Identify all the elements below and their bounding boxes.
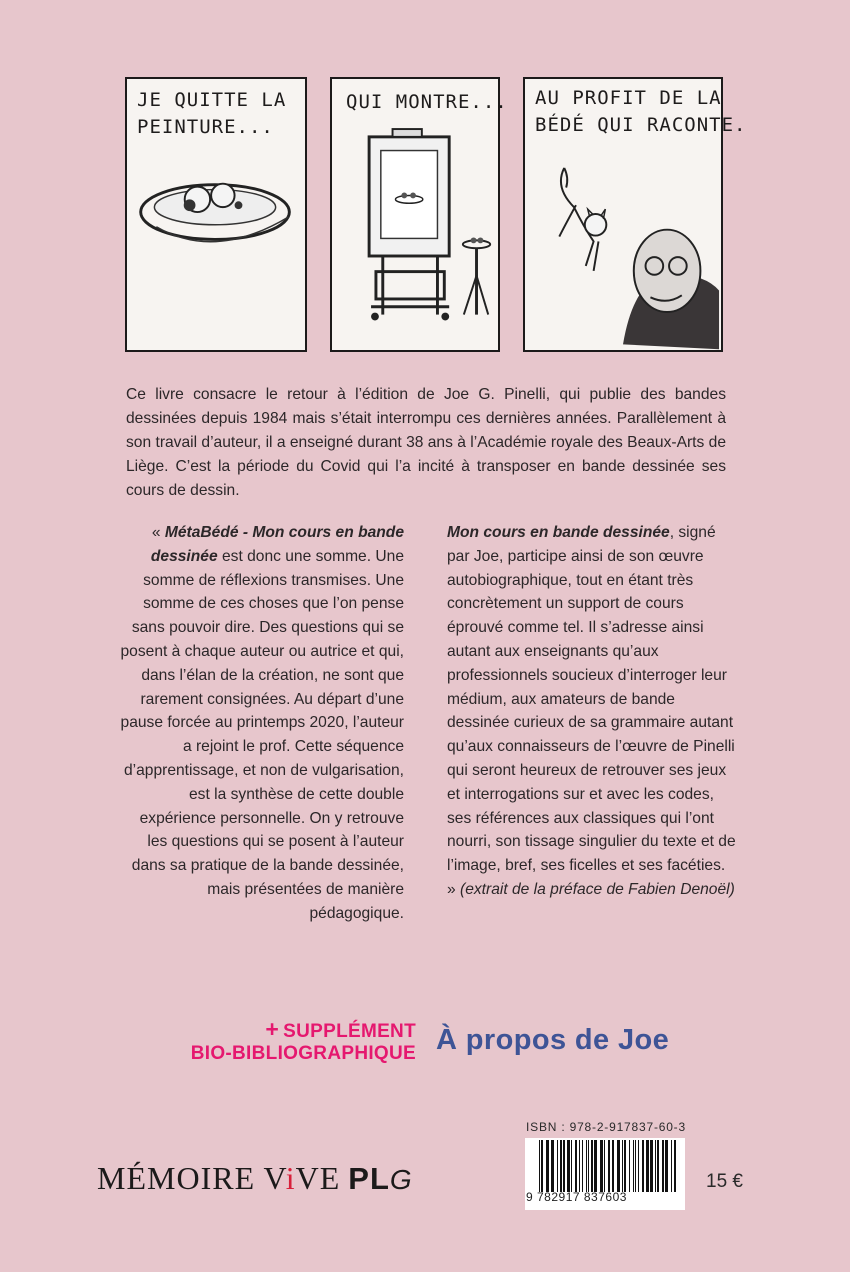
publisher-part-1: MÉMOIRE V (97, 1160, 286, 1196)
preface-right-text: , signé par Joe, participe ainsi de son œuvre autobiographique, tout en étant très concrètement un support de cours éprouvé comme tel. Il s’adresse ainsi autant aux enseignants qu’aux professionnels soucieux d’interroger leur médium, aux amateurs de bande dessinée curieux de sa grammaire autant qu’aux connaisseurs de l’œuvre de Pinelli qui seront heureux de retrouver ses jeux et interrogations sur et avec les codes, ses références aux classiques qui l’ont nourri, son tissage singulier du texte et de l’image, bref, ses ficelles et ses facéties. » (447, 524, 736, 898)
plg-logo: PL (348, 1161, 390, 1196)
supplement-line-1: SUPPLÉMENT (283, 1021, 416, 1042)
barcode-icon (525, 1138, 685, 1194)
preface-right-column (447, 521, 737, 902)
publisher-part-2: VE (295, 1160, 341, 1196)
book-subtitle: Mon cours en bande dessinée (447, 524, 670, 541)
plg-logo-g: G (389, 1164, 413, 1195)
supplement-line-2: BIO-BIBLIOGRAPHIQUE (190, 1043, 416, 1064)
panel-1-caption-line-1: JE QUITTE LA (137, 89, 287, 111)
supplement-title: À propos de Joe (436, 1024, 670, 1056)
supplement-label (100, 1018, 416, 1065)
book-title: MétaBédé - Mon cours en bande dessinée (150, 524, 404, 565)
preface-left-text: est donc une somme. Une somme de réflexions transmises. Une somme de ces choses que l’on pense sans pouvoir dire. Des questions qui se posent à chaque auteur ou autrice et qui, dans l’élan de la création, ne sont que rarement consignées. Au départ d’une pause forcée au printemps 2020, l’auteur a rejoint le prof. Cette séquence d’apprentissage, et non de vulgarisation, est la synthèse de cette double expérience personnelle. On y retrouve les questions qui se posent à l’auteur dans sa pratique de la bande dessinée, mais présentées de manière pédagogique. (120, 547, 404, 922)
panel-1-caption-line-2: PEINTURE... (137, 116, 274, 138)
preface-left-column (120, 521, 404, 926)
comic-panel-3 (523, 77, 747, 352)
plus-icon: + (265, 1016, 280, 1042)
intro-paragraph: Ce livre consacre le retour à l’édition de Joe G. Pinelli, qui publie des bandes dessinées depuis 1984 mais s’était interrompu ces dernières années. Parallèlement à son travail d’auteur, il a enseigné durant 38 ans à l’Académie royale des Beaux-Arts de Liège. C’est la période du Covid qui l’a incité à transposer en bande dessinée ses cours de dessin. (126, 386, 726, 499)
barcode-digits: 9 782917 837603 (526, 1190, 627, 1204)
price: 15 € (706, 1171, 743, 1192)
panel-3-caption-line-1: AU PROFIT DE LA (535, 87, 722, 109)
comic-panel-1 (125, 77, 307, 352)
publisher-logo (97, 1160, 413, 1197)
publisher-red-i: i (285, 1160, 296, 1196)
isbn-label: ISBN : 978-2-917837-60-3 (526, 1120, 686, 1134)
preface-source: (extrait de la préface de Fabien Denoël) (455, 880, 735, 898)
easel-drawing (332, 79, 498, 350)
comic-panel-2 (330, 77, 508, 352)
panel-2-caption-line-1: QUI MONTRE... (346, 91, 508, 113)
open-quote: « (151, 524, 165, 541)
panel-3-caption-line-2: BÉDÉ QUI RACONTE. (535, 114, 747, 136)
